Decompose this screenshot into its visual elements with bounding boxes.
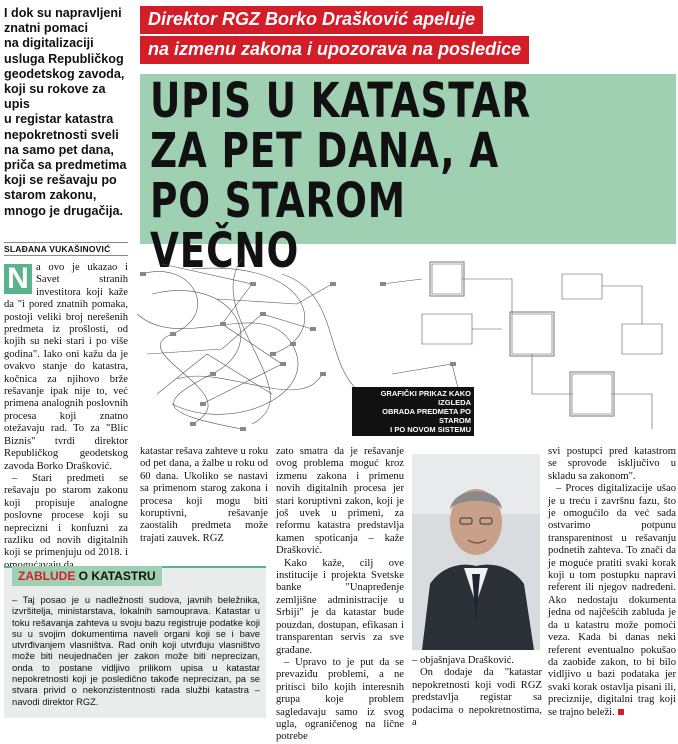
sidebar-box-myths xyxy=(4,566,266,718)
article-column-5 xyxy=(548,446,676,719)
box-title-rest: O KATASTRU xyxy=(78,569,156,583)
article-column-2 xyxy=(140,446,268,545)
paragraph: katastar rešava zahteve u roku od pet dana, a žalbe u roku od 60 dana. Ukoliko se nastavi sa primenom starog zakona i procesa koji mogu biti koruptivni, rešavanje zaostalih predmeta može trajati zauvek. RGZ xyxy=(140,446,268,544)
paragraph xyxy=(4,262,128,473)
kicker-line-2: na izmenu zakona i upozorava na posledice xyxy=(140,36,529,64)
paragraph: On dodaje da "katastar nepokretnosti koji vodi RGZ predstavlja registar sa podacima o nepokretnostima, a xyxy=(412,667,542,729)
article-column-1 xyxy=(4,262,128,572)
paragraph: – Stari predmeti se rešavaju po starom zakonu koji propisuje analogne poslovne procese koji su neprecizni i konfuzni za razliku od novih digitalnih koji se primenjuju od 2018. i xyxy=(4,472,128,559)
paragraph: Kako kaže, cilj ove institucije i projekta Svetske banke "Unapređenje zemljišne administracije u Srbiji" je da katastar bude pouzdan, dostupan, efikasan i transparentan servis za sve građane. xyxy=(276,557,404,656)
portrait-photo-borko-draskovic xyxy=(412,454,540,650)
sidebar-box-title xyxy=(12,566,162,586)
drop-cap: N xyxy=(4,264,32,294)
sidebar-box-text: – Taj posao je u nadležnosti sudova, javnih beležnika, izvršitelja, ministarstava, lokalnih samouprava. Katastar u toku rešavanja zahteva u svoju bazu registruje podatke koji su u svojim dokumentima naveli organi koji se i bave utvrđivanjem vlasništva. Rad onih koji utvrđuju vlasništvo može biti neujednačen jer zakon može biti neprecizan, onda to postane vidljivo prilikom upisa u katastar nepokretnosti koji je posledično takođe neprecizan, pa se stvara privid o nekonzistentnosti rada službi katastra – navodi direktor RGZ. xyxy=(12,594,260,707)
article-lead: I dok su napravljeni znatni pomaci na digitalizaciji usluga Republičkog geodetskog zavoda, koji su rokove za upis u registar katastra nepokretnosti sveli na samo pet dana, priča sa predmetima koji se rešavaju po starom zakonu, mnogo je drugačija. xyxy=(4,6,127,218)
box-title-highlight: ZABLUDE xyxy=(18,569,76,583)
author-byline: SLAĐANA VUKAŠINOVIĆ xyxy=(4,242,128,256)
paragraph: svi postupci pred katastrom se sprovode isključivo u skladu sa zakonom". xyxy=(548,446,676,482)
headline: UPIS U KATASTAR ZA PET DANA, A PO STAROM VEČNO xyxy=(150,73,532,279)
paragraph: – objašnjava Drašković. xyxy=(412,655,515,666)
paragraph xyxy=(548,483,676,719)
paragraph-text: – Proces digitalizacije ušao je u treću i završnu fazu, što je omogućilo da već sada ostvarimo potpunu transparentnost u rešavanju podnetih zahteva. To znači da je moguće pratiti svaki korak koji u tom postupku napravi referent ili njegov nadređeni. Ako nedostaju dokumenta jedna od najčešćih zabluda je da u katastru može pomoći veza. Kada bi danas neki referent eventualno pokušao da zaobiđe zakon, to bi bilo vidljivo u bazi podataka jer svaki korak ostavlja pisani ili, preciznije, digitalni trag koji se trajno beleži. xyxy=(548,483,676,718)
kicker-line-1: Direktor RGZ Borko Drašković apeluje xyxy=(140,6,483,34)
paragraph: zato smatra da je rešavanje ovog problema moguć kroz izmenu zakona i primenu novih digitalnih procesa jer stari koruptivni zakon, koji je još uvek u primeni, za reformu katastra predstavlja kamen spoticanja – kaže Drašković. xyxy=(276,446,404,557)
paragraph: – Upravo to je put da se prevaziđu problemi, a ne pritisci bilo kojih interesnih grupa koje problem sagledavaju samo iz svog ugla, ograničenog na lične potrebe xyxy=(276,656,404,743)
article-column-3 xyxy=(276,446,404,744)
paragraph-text: a ovo je ukazao i Savet stranih investitora koji kaže da "i pored znatnih pomaka, postoji veliki broj nerešenih predmeta iz prošlosti, od kojih su neki stari i po više godina". Iako oni kažu da je ovakvo stanje do katastra, kočnica za njihovo brže rešavanje ipak nije to, već primena analognih poslovnih procesa koji znatno otežavaju rad. To za "Blic Biznis" tvrdi direktor Republičkog geodetskog zavoda Borko Drašković. xyxy=(4,262,128,472)
article-column-4 xyxy=(412,655,542,729)
end-mark-icon xyxy=(618,709,624,715)
diagram-caption: GRAFIČKI PRIKAZ KAKO IZGLEDA OBRADA PREDMETA PO STAROM I PO NOVOM SISTEMU xyxy=(352,387,474,436)
